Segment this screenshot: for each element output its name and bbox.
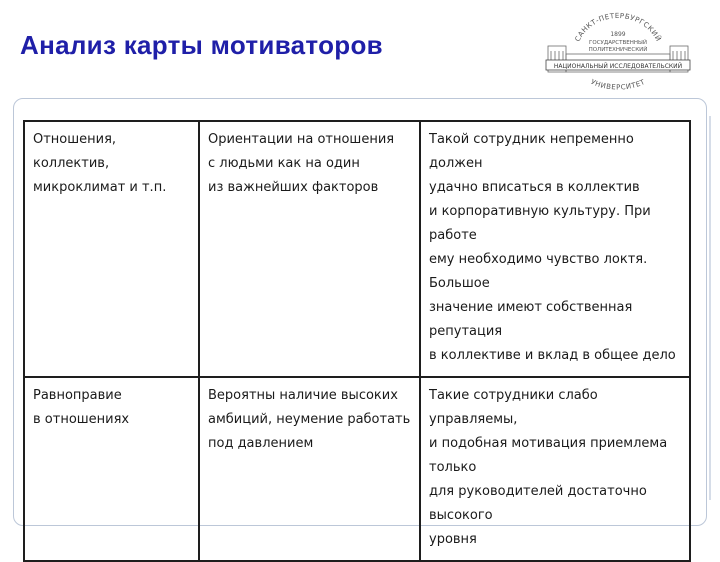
- logo-arc-top: САНКТ-ПЕТЕРБУРГСКИЙ: [573, 11, 663, 43]
- comment-cell: Такие сотрудники слабо управляемы, и подобная мотивация приемлема только для руководителей достаточно высокого уровня: [420, 377, 690, 561]
- table-row: [24, 121, 690, 377]
- svg-text:УНИВЕРСИТЕТ: [590, 78, 647, 92]
- motivator-cell: Отношения, коллектив, микроклимат и т.п.: [24, 121, 199, 377]
- logo-arc-bottom: УНИВЕРСИТЕТ: [589, 77, 647, 92]
- slide-title: Анализ карты мотиваторов: [20, 30, 383, 60]
- logo-line2: ПОЛИТЕХНИЧЕСКИЙ: [588, 47, 648, 53]
- university-logo: [538, 6, 698, 98]
- svg-text:САНКТ-ПЕТЕРБУРГСКИЙ: [574, 12, 664, 43]
- frame-shadow: [709, 116, 711, 500]
- table-row: [24, 377, 690, 561]
- motivators-table: [23, 120, 691, 562]
- comment-cell: Такой сотрудник непременно должен удачно вписаться в коллектив и корпоративную культуру. При работе ему необходимо чувство локтя. Большое значение имеют собственная репутация в коллективе и вклад в общее дело: [420, 121, 690, 377]
- motivator-cell: Равноправие в отношениях: [24, 377, 199, 561]
- logo-line1: ГОСУДАРСТВЕННЫЙ: [589, 40, 647, 46]
- orientation-cell: Вероятны наличие высоких амбиций, неумение работать под давлением: [199, 377, 420, 561]
- logo-year: 1899: [610, 31, 626, 38]
- logo-band-text: НАЦИОНАЛЬНЫЙ ИССЛЕДОВАТЕЛЬСКИЙ: [553, 63, 683, 70]
- orientation-cell: Ориентации на отношения с людьми как на один из важнейших факторов: [199, 121, 420, 377]
